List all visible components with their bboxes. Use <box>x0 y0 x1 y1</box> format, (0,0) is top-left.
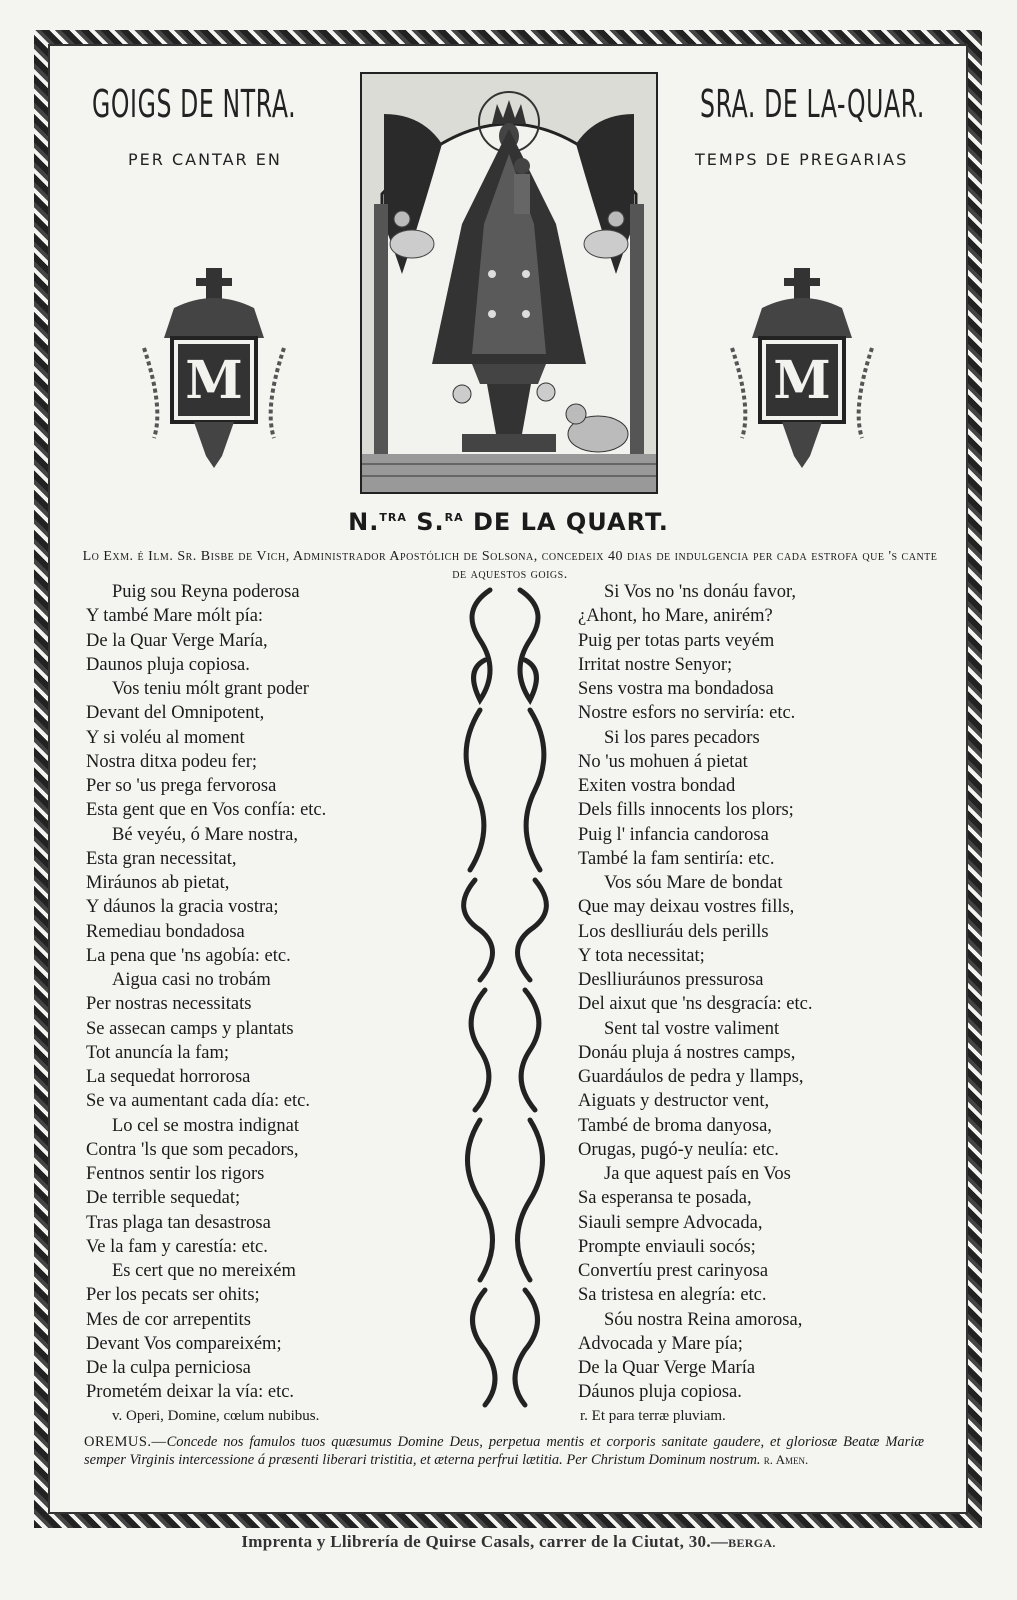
verse-line: També de broma danyosa, <box>578 1115 772 1136</box>
heading-part-1: N. <box>348 508 380 536</box>
verse-line: Devant del Omnipotent, <box>86 703 265 724</box>
verse-line: Daunos pluja copiosa. <box>86 654 250 675</box>
verse-line: Contra 'ls que som pecadors, <box>86 1139 299 1160</box>
verse-line: De terrible sequedat; <box>86 1188 241 1209</box>
verse-line: Nostra ditxa podeu fer; <box>86 751 258 772</box>
verse-line: Tot anuncía la fam; <box>86 1042 230 1063</box>
printer-name: Imprenta y Llibrería de Quirse Casals, carrer de la Ciutat, 30.— <box>241 1532 729 1551</box>
verse-line: De la Quar Verge María <box>578 1358 756 1378</box>
response: r. Et para terræ pluviam. <box>580 1408 726 1424</box>
main-heading <box>0 508 1017 536</box>
verse-line: Del aixut que 'ns desgracía: etc. <box>578 994 813 1015</box>
verse-line: Bé veyéu, ó Mare nostra, <box>112 824 298 845</box>
verse-line: Si Vos no 'ns donáu favor, <box>604 582 797 602</box>
verse-line: Vos sóu Mare de bondat <box>604 873 783 893</box>
verses-right-column <box>578 580 813 1405</box>
verse-line: Sa tristesa en alegría: etc. <box>578 1285 767 1306</box>
printer-imprint <box>0 1532 1017 1552</box>
verse-line: Remediau bondadosa <box>86 921 245 942</box>
verse-line: Sa esperansa te posada, <box>578 1188 752 1209</box>
verse-line: Vos teniu mólt grant poder <box>112 679 309 699</box>
verse-line: Puig l' infancia candorosa <box>578 824 769 845</box>
oremus-amen: r. Amen. <box>760 1452 809 1467</box>
verse-line: Es cert que no mereixém <box>112 1261 296 1281</box>
verse-line: Irritat nostre Senyor; <box>578 654 733 675</box>
verse-line: Lo cel se mostra indignat <box>112 1115 300 1136</box>
verse-line: Per so 'us prega fervorosa <box>86 776 277 796</box>
verse-line: Sens vostra ma bondadosa <box>578 679 774 699</box>
verse-line: Advocada y Mare pía; <box>578 1333 743 1354</box>
marian-monogram-right <box>722 268 882 478</box>
verse-line: De la culpa perniciosa <box>86 1358 251 1378</box>
verse-line: Orugas, pugó-y neulía: etc. <box>578 1139 779 1160</box>
verse-line: Se va aumentant cada día: etc. <box>86 1091 310 1112</box>
verse-line: Esta gran necessitat, <box>86 848 237 869</box>
monogram-letter: M <box>773 350 831 411</box>
verse-line: Puig per totas parts veyém <box>578 630 775 651</box>
oremus-body: Concede nos famulos tuos quæsumus Domine Deus, perpetua mentis et corporis sanitate gaudere, et gloriosæ Beatæ Mariæ semper Virginis intercessione á præsenti liberari tristitia, et æterna perfrui lætitia. Per Christum Dominum nostrum. <box>84 1434 924 1468</box>
verse-line: Mes de cor arrepentits <box>86 1309 251 1330</box>
verse-line: Y també Mare mólt pía: <box>86 606 264 627</box>
verse-line: Y dáunos la gracia vostra; <box>86 897 279 918</box>
verses-left-column <box>86 580 326 1405</box>
subtitle-right: TEMPS DE PREGARIAS <box>695 150 909 169</box>
title-left: GOIGS DE NTRA. <box>92 82 297 126</box>
cross-emblem-icon <box>722 268 882 478</box>
cross-emblem-icon <box>134 268 294 478</box>
verse-line: Convertíu prest carinyosa <box>578 1261 769 1281</box>
verse-line: Siauli sempre Advocada, <box>578 1212 763 1233</box>
verse-line: Prometém deixar la vía: etc. <box>86 1382 295 1403</box>
verse-line: També la fam sentiría: etc. <box>578 848 775 869</box>
verse-line: Nostre esfors no serviría: etc. <box>578 703 796 724</box>
verse-line: Per nostras necessitats <box>86 994 252 1015</box>
verse-line: Ve la fam y carestía: etc. <box>86 1236 268 1257</box>
verse-line: Y tota necessitat; <box>578 945 705 966</box>
heading-part-2: S. <box>406 508 445 536</box>
verse-line: Dáunos pluja copiosa. <box>578 1382 742 1403</box>
verse-line: Guardáulos de pedra y llamps, <box>578 1067 804 1087</box>
subtitle-left: PER CANTAR EN <box>128 150 282 169</box>
versicle: v. Operi, Domine, cœlum nubibus. <box>112 1408 320 1424</box>
verse-line: Aiguats y destructor vent, <box>578 1091 770 1112</box>
verse-line: Ja que aquest país en Vos <box>604 1164 791 1184</box>
title-right: SRA. DE LA-QUAR. <box>700 82 926 126</box>
verse-line: Se assecan camps y plantats <box>86 1018 294 1039</box>
heading-sup-2: RA <box>444 511 464 524</box>
verse-line: Puig sou Reyna poderosa <box>112 582 300 602</box>
heading-part-3: DE LA QUART. <box>463 508 669 536</box>
virgin-image <box>362 74 656 492</box>
printer-city: BERGA. <box>728 1536 776 1550</box>
verse-line: No 'us mohuen á pietat <box>578 751 748 772</box>
indulgence-notice: Lo Exm. é Ilm. Sr. Bisbe de Vich, Administrador Apostólich de Solsona, concedeix 40 dias de indulgencia per cada estrofa que 's cante de aquestos goigs. <box>82 549 938 582</box>
monogram-letter: M <box>185 350 243 411</box>
verse-line: Tras plaga tan desastrosa <box>86 1212 271 1233</box>
verse-line: Sóu nostra Reina amorosa, <box>604 1309 803 1330</box>
scroll-ornament-icon <box>450 580 560 1410</box>
verse-line: La sequedat horrorosa <box>86 1067 251 1087</box>
verse-line: Esta gent que en Vos confía: etc. <box>86 800 327 821</box>
verse-line: Prompte enviauli socós; <box>578 1236 756 1257</box>
verse-line: Dels fills innocents los plors; <box>578 800 794 821</box>
verse-line: Fentnos sentir los rigors <box>86 1164 265 1184</box>
verse-line: Los deslliuráu dels perills <box>578 921 769 942</box>
verse-line: ¿Ahont, ho Mare, anirém? <box>578 606 773 627</box>
virgin-engraving <box>360 72 658 494</box>
verse-line: Sent tal vostre valiment <box>604 1018 780 1039</box>
verse-line: Que may deixau vostres fills, <box>578 897 795 918</box>
verse-line: La pena que 'ns agobía: etc. <box>86 945 291 966</box>
heading-sup-1: TRA <box>379 511 407 524</box>
verse-line: Y si voléu al moment <box>86 727 245 748</box>
verse-line: Exiten vostra bondad <box>578 776 736 796</box>
marian-monogram-left <box>134 268 294 478</box>
oremus-prayer <box>84 1433 924 1469</box>
verse-line: De la Quar Verge María, <box>86 630 268 651</box>
verse-line: Si los pares pecadors <box>604 727 760 748</box>
verse-line: Devant Vos compareixém; <box>86 1333 282 1354</box>
verse-line: Donáu pluja á nostres camps, <box>578 1042 796 1063</box>
verse-line: Aigua casi no trobám <box>112 970 271 990</box>
verse-line: Miráunos ab pietat, <box>86 873 230 893</box>
oremus-head: OREMUS.— <box>84 1434 167 1450</box>
verse-line: Deslliuráunos pressurosa <box>578 970 764 990</box>
verse-line: Per los pecats ser ohits; <box>86 1285 260 1306</box>
